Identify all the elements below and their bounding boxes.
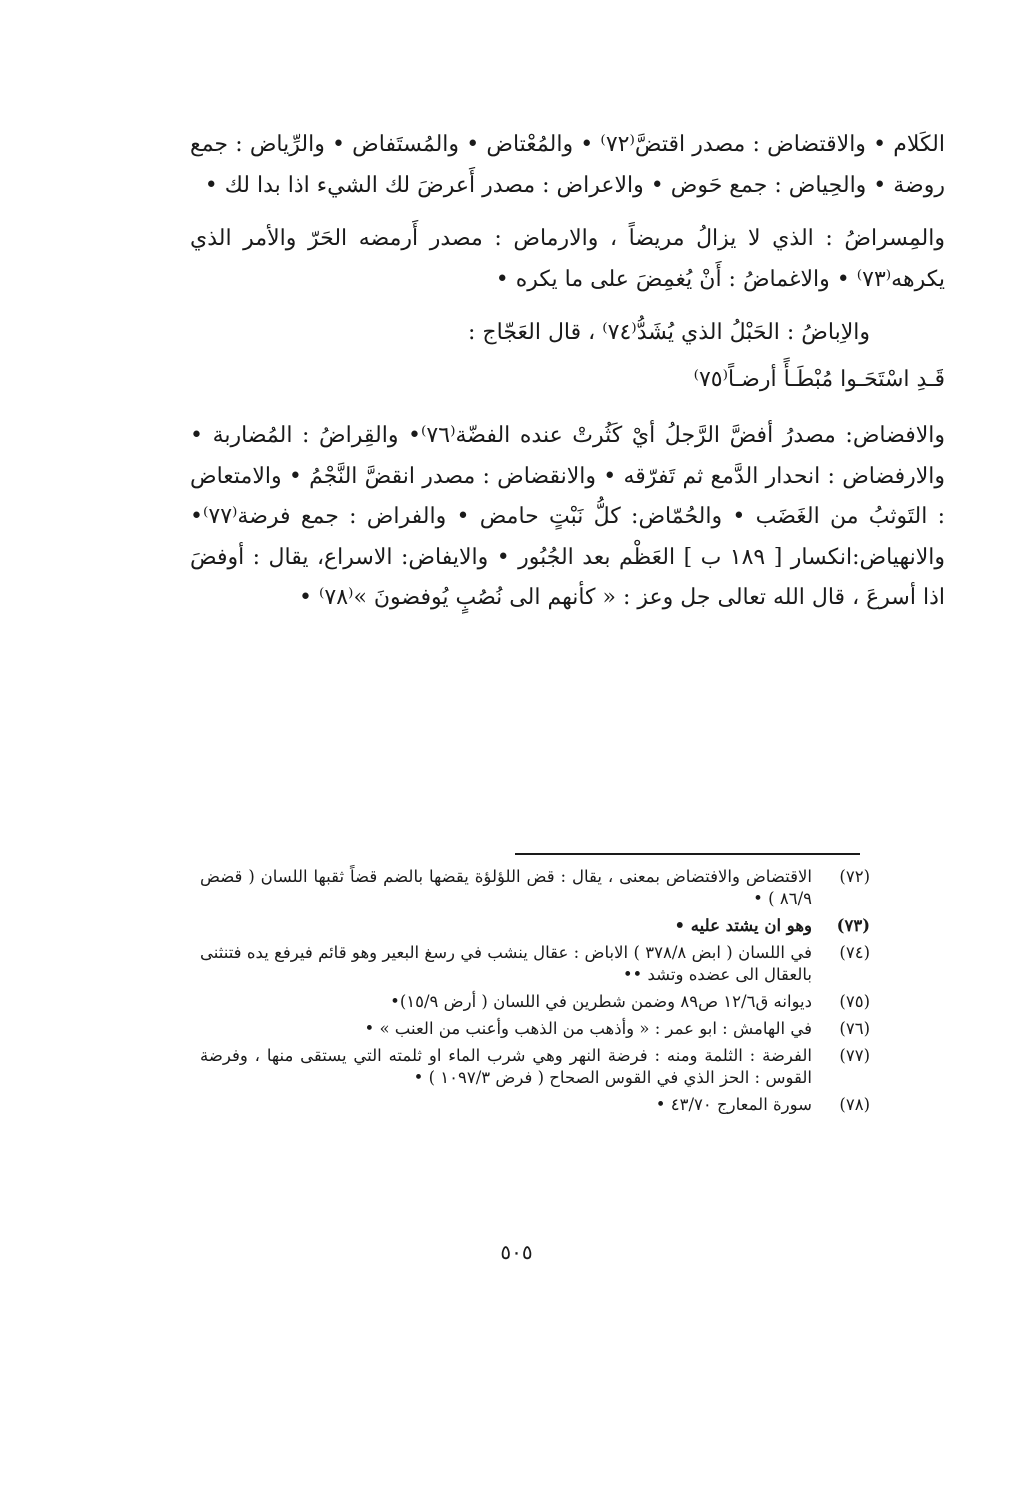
- footnote-78: [200, 1094, 870, 1116]
- footnote-72: [200, 866, 870, 910]
- footnote-number: (٧٧): [839, 1046, 870, 1065]
- paragraph-1: الكَلام • والاقتضاض : مصدر اقتضَّ⁽٧٢⁾ • والمُعْتاض • والمُستَفاض • والرِّياض : جمع روضة • والحِياض : جمع حَوض • والاعراض : مصدر أَعرضَ لك الشيء اذا بدا لك •: [190, 132, 945, 198]
- footnote-76: [200, 1018, 870, 1040]
- footnote-77: [200, 1045, 870, 1089]
- verse-line: قَـدِ اسْتَحَـوا مُبْطَـأً أرضـاً⁽٧٥⁾: [693, 366, 945, 392]
- paragraph-4: والافضاض: مصدرُ أفضَّ الرَّجلُ أيْ كَثُرتْ عنده الفضّة⁽٧٦⁾• والقِراضُ : المُضاربة • والارفضاض : انحدار الدَّمع ثم تَفرّقه • والانقضاض : مصدر انقضَّ النَّجْمُ • والامتعاض : التَوثبُ من الغَضَب • والحُمّاض: كلُّ نَبْتٍ حامض • والفراض : جمع فرضة⁽٧٧⁾• والانهياض:انكسار [ ١٨٩ ب ] العَظْم بعد الجُبُور • والايفاض: الاسراع، يقال : أوفضَ اذا أسرعَ ، قال الله تعالى جل وعز : « كأنهم الى نُصُبٍ يُوفضونَ »⁽٧٨⁾ •: [190, 423, 945, 610]
- footnote-separator: [515, 853, 860, 855]
- footnote-text: في اللسان ( ابض ٣٧٨/٨ ) الاباض : عقال ينشب في رسغ البعير وهو قائم فيرفع يده فتنثنى بالعقال الى عضده وتشد ••: [200, 943, 812, 984]
- paragraph-3: والاِباضُ : الحَبْلُ الذي يُشَدُّ⁽٧٤⁾ ، قال العَجّاج :: [468, 320, 870, 345]
- footnotes: [200, 866, 870, 1121]
- footnote-74: [200, 942, 870, 986]
- footnote-number: (٧٥): [839, 992, 870, 1011]
- footnote-number: (٧٤): [839, 943, 870, 962]
- footnote-text: الفرضة : الثلمة ومنه : فرضة النهر وهي شرب الماء او ثلمته التي يستقى منها ، وفرضة القوس : الحز الذي في القوس الصحاح ( فرض ١٠٩٧/٣ ) •: [200, 1046, 812, 1087]
- footnote-75: [200, 991, 870, 1013]
- footnote-73: [200, 915, 870, 937]
- footnote-text: سورة المعارج ٤٣/٧٠ •: [655, 1095, 812, 1114]
- footnote-text: الاقتضاض والافتضاض بمعنى ، يقال : قض اللؤلؤة يقضها بالضم قضاً ثقبها اللسان ( قضض ٨٦/٩ ) •: [200, 867, 812, 908]
- footnote-number: (٧٢): [839, 867, 870, 886]
- main-text: [190, 125, 945, 632]
- footnote-text: وهو ان يشتد عليه •: [674, 916, 812, 935]
- footnote-text: في الهامش : ابو عمر : « وأذهب من الذهب وأعنب من العنب » •: [364, 1019, 812, 1038]
- footnote-text: ديوانه ق١٢/٦ ص٨٩ وضمن شطرين في اللسان ( أرض ١٥/٩)•: [390, 992, 812, 1011]
- footnote-number: (٧٨): [839, 1095, 870, 1114]
- footnote-number: (٧٦): [839, 1019, 870, 1038]
- paragraph-2: والمِسراضُ : الذي لا يزالُ مريضاً ، والارماض : مصدر أَرمضه الحَرّ والأمر الذي يكرهه⁽٧٣⁾ • والاغماضُ : أَنْ يُغمِضَ على ما يكره •: [190, 226, 945, 292]
- page-number: ٥٠٥: [500, 1240, 533, 1264]
- footnote-number: (٧٣): [836, 916, 870, 935]
